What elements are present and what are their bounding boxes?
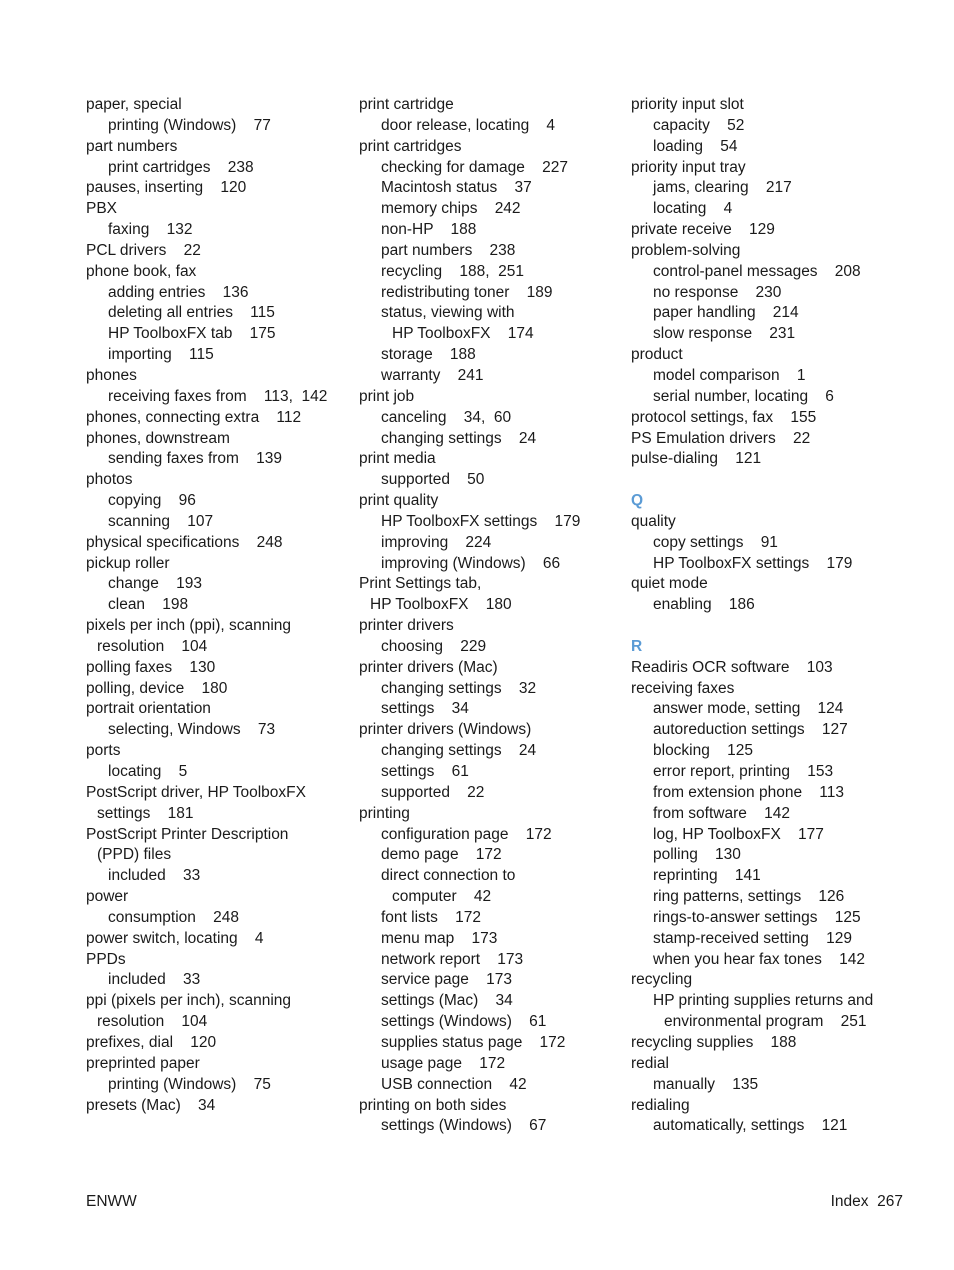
index-subentry: settings (Windows) 61: [381, 1013, 547, 1031]
index-subentry: supplies status page 172: [381, 1033, 566, 1051]
index-entry: printing on both sides: [359, 1096, 507, 1114]
index-entry: pixels per inch (ppi), scanning: [86, 617, 292, 635]
index-entry: polling faxes 130: [86, 658, 216, 676]
index-entry: print cartridges: [359, 137, 462, 155]
index-subentry: receiving faxes from 113, 142: [108, 387, 328, 405]
index-subentry: model comparison 1: [653, 366, 806, 384]
index-entry: product: [631, 346, 683, 364]
index-subentry: ring patterns, settings 126: [653, 888, 845, 906]
index-subentry: adding entries 136: [108, 283, 249, 301]
index-entry: priority input tray: [631, 158, 746, 176]
index-subentry: supported 22: [381, 783, 485, 801]
index-entry: phones, downstream: [86, 429, 230, 447]
index-subentry: storage 188: [381, 346, 476, 364]
index-subentry: configuration page 172: [381, 825, 552, 843]
index-subentry: change 193: [108, 575, 202, 593]
index-entry: PBX: [86, 200, 118, 218]
index-entry: paper, special: [86, 96, 182, 113]
index-entry: print job: [359, 387, 415, 405]
index-subentry: serial number, locating 6: [653, 387, 834, 405]
index-entry: phone book, fax: [86, 262, 197, 280]
index-subentry: manually 135: [653, 1075, 759, 1093]
index-subentry: selecting, Windows 73: [108, 721, 276, 739]
index-subentry: network report 173: [381, 950, 524, 968]
index-subentry: capacity 52: [653, 116, 745, 134]
index-subentry: settings (Windows) 67: [381, 1117, 547, 1135]
index-entry: photos: [86, 471, 133, 489]
index-subentry: supported 50: [381, 471, 485, 489]
index-subentry: locating 5: [108, 763, 188, 780]
index-entry: priority input slot: [631, 96, 744, 113]
index-entry: protocol settings, fax 155: [631, 408, 817, 426]
index-subentry: changing settings 24: [381, 742, 537, 760]
index-entry: receiving faxes: [631, 679, 735, 697]
index-entry: quiet mode: [631, 575, 708, 593]
index-subentry: deleting all entries 115: [108, 304, 275, 322]
index-subentry: reprinting 141: [653, 867, 761, 885]
index-entry: printer drivers (Mac): [359, 658, 498, 676]
index-entry: Readiris OCR software 103: [631, 658, 833, 676]
index-letter-heading: Q: [631, 492, 644, 510]
index-entry: print quality: [359, 492, 439, 510]
index-subentry: enabling 186: [653, 596, 755, 614]
index-subentry: included 33: [108, 971, 201, 989]
index-subentry: sending faxes from 139: [108, 450, 283, 468]
index-subentry: automatically, settings 121: [653, 1117, 848, 1135]
index-entry: PostScript driver, HP ToolboxFX: [86, 783, 306, 801]
index-subentry: HP ToolboxFX 174: [392, 325, 534, 343]
index-subentry: improving 224: [381, 533, 492, 551]
index-column-2: [359, 95, 624, 1137]
index-subentry: changing settings 32: [381, 679, 537, 697]
index-entry: part numbers: [86, 137, 178, 155]
index-entry: recycling: [631, 971, 693, 989]
index-entry: problem-solving: [631, 241, 741, 259]
index-subentry: polling 130: [653, 846, 741, 864]
index-subentry: settings (Mac) 34: [381, 992, 513, 1010]
index-subentry: part numbers 238: [381, 241, 516, 259]
index-subentry: resolution 104: [97, 637, 208, 655]
index-letter-heading: R: [631, 637, 643, 655]
index-subentry: door release, locating 4: [381, 116, 556, 134]
index-subentry: checking for damage 227: [381, 158, 568, 176]
index-entry: Print Settings tab,: [359, 575, 482, 593]
index-subentry: status, viewing with: [381, 304, 515, 322]
index-subentry: copying 96: [108, 492, 196, 510]
index-subentry: jams, clearing 217: [653, 179, 792, 197]
index-subentry: slow response 231: [653, 325, 796, 343]
index-subentry: from software 142: [653, 804, 790, 822]
index-column-1: [86, 95, 351, 1116]
index-subentry: usage page 172: [381, 1054, 506, 1072]
index-subentry: paper handling 214: [653, 304, 799, 322]
index-entry: phones: [86, 366, 137, 384]
index-entry: phones, connecting extra 112: [86, 408, 302, 426]
index-subentry: demo page 172: [381, 846, 502, 864]
index-entry: printing: [359, 804, 410, 822]
index-entry: prefixes, dial 120: [86, 1033, 217, 1051]
index-entry: physical specifications 248: [86, 533, 283, 551]
index-subentry: scanning 107: [108, 512, 214, 530]
index-entry: redial: [631, 1054, 669, 1072]
index-subentry: memory chips 242: [381, 200, 521, 218]
index-subentry: environmental program 251: [664, 1013, 867, 1031]
index-subentry: (PPD) files: [97, 846, 172, 864]
index-entry: pulse-dialing 121: [631, 450, 762, 468]
index-subentry: printing (Windows) 75: [108, 1075, 271, 1093]
index-entry: quality: [631, 512, 676, 530]
index-entry: print cartridge: [359, 96, 454, 113]
index-subentry: HP ToolboxFX settings 179: [653, 554, 853, 572]
index-subentry: improving (Windows) 66: [381, 554, 561, 572]
index-subentry: no response 230: [653, 283, 782, 301]
index-entry: preprinted paper: [86, 1054, 200, 1072]
index-entry: printer drivers (Windows): [359, 721, 532, 739]
index-subentry: control-panel messages 208: [653, 262, 861, 280]
index-entry: polling, device 180: [86, 679, 228, 697]
index-subentry: from extension phone 113: [653, 783, 845, 801]
index-subentry: changing settings 24: [381, 429, 537, 447]
footer-left: ENWW: [86, 1193, 137, 1210]
index-subentry: USB connection 42: [381, 1075, 527, 1093]
index-subentry: HP ToolboxFX settings 179: [381, 512, 581, 530]
index-subentry: HP ToolboxFX 180: [370, 596, 512, 614]
index-entry: portrait orientation: [86, 700, 211, 718]
index-subentry: choosing 229: [381, 637, 487, 655]
index-entry: PostScript Printer Description: [86, 825, 289, 843]
index-entry: print media: [359, 450, 436, 468]
index-subentry: print cartridges 238: [108, 158, 254, 176]
index-subentry: service page 173: [381, 971, 512, 989]
index-subentry: loading 54: [653, 137, 738, 155]
index-subentry: direct connection to: [381, 867, 516, 885]
index-subentry: when you hear fax tones 142: [653, 950, 865, 968]
index-entry: ppi (pixels per inch), scanning: [86, 992, 292, 1010]
index-entry: printer drivers: [359, 617, 454, 635]
index-entry: pauses, inserting 120: [86, 179, 247, 197]
index-subentry: settings 61: [381, 763, 469, 780]
index-subentry: stamp-received setting 129: [653, 929, 853, 947]
index-subentry: recycling 188, 251: [381, 262, 525, 280]
index-subentry: log, HP ToolboxFX 177: [653, 825, 824, 843]
footer-page-label: Index 267: [830, 1193, 903, 1210]
index-entry: private receive 129: [631, 221, 775, 239]
index-entry: presets (Mac) 34: [86, 1096, 216, 1114]
index-subentry: consumption 248: [108, 908, 239, 926]
index-entry: recycling supplies 188: [631, 1033, 797, 1051]
index-subentry: printing (Windows) 77: [108, 116, 271, 134]
index-subentry: autoreduction settings 127: [653, 721, 848, 739]
index-subentry: non-HP 188: [381, 221, 477, 239]
index-entry: ports: [86, 742, 121, 760]
index-subentry: blocking 125: [653, 742, 753, 760]
index-subentry: HP printing supplies returns and: [653, 992, 874, 1010]
index-entry: power: [86, 888, 129, 906]
index-entry: PS Emulation drivers 22: [631, 429, 811, 447]
index-entry: pickup roller: [86, 554, 170, 572]
index-subentry: included 33: [108, 867, 201, 885]
index-subentry: importing 115: [108, 346, 214, 364]
index-subentry: error report, printing 153: [653, 763, 834, 780]
index-entry: redialing: [631, 1096, 690, 1114]
index-entry: PCL drivers 22: [86, 241, 201, 259]
index-subentry: canceling 34, 60: [381, 408, 512, 426]
index-subentry: computer 42: [392, 888, 492, 906]
index-subentry: clean 198: [108, 596, 189, 614]
index-subentry: answer mode, setting 124: [653, 700, 844, 718]
index-subentry: resolution 104: [97, 1013, 208, 1031]
index-subentry: locating 4: [653, 200, 733, 218]
index-subentry: rings-to-answer settings 125: [653, 908, 861, 926]
index-entry: power switch, locating 4: [86, 929, 264, 947]
index-subentry: warranty 241: [381, 366, 484, 384]
index-subentry: font lists 172: [381, 908, 481, 926]
index-subentry: redistributing toner 189: [381, 283, 553, 301]
index-subentry: menu map 173: [381, 929, 498, 947]
index-subentry: Macintosh status 37: [381, 179, 532, 197]
index-entry: PPDs: [86, 950, 126, 968]
index-subentry: settings 181: [97, 804, 194, 822]
index-subentry: settings 34: [381, 700, 469, 718]
index-subentry: faxing 132: [108, 221, 193, 239]
index-subentry: copy settings 91: [653, 533, 778, 551]
index-subentry: HP ToolboxFX tab 175: [108, 325, 276, 343]
index-column-3: [631, 95, 896, 1137]
